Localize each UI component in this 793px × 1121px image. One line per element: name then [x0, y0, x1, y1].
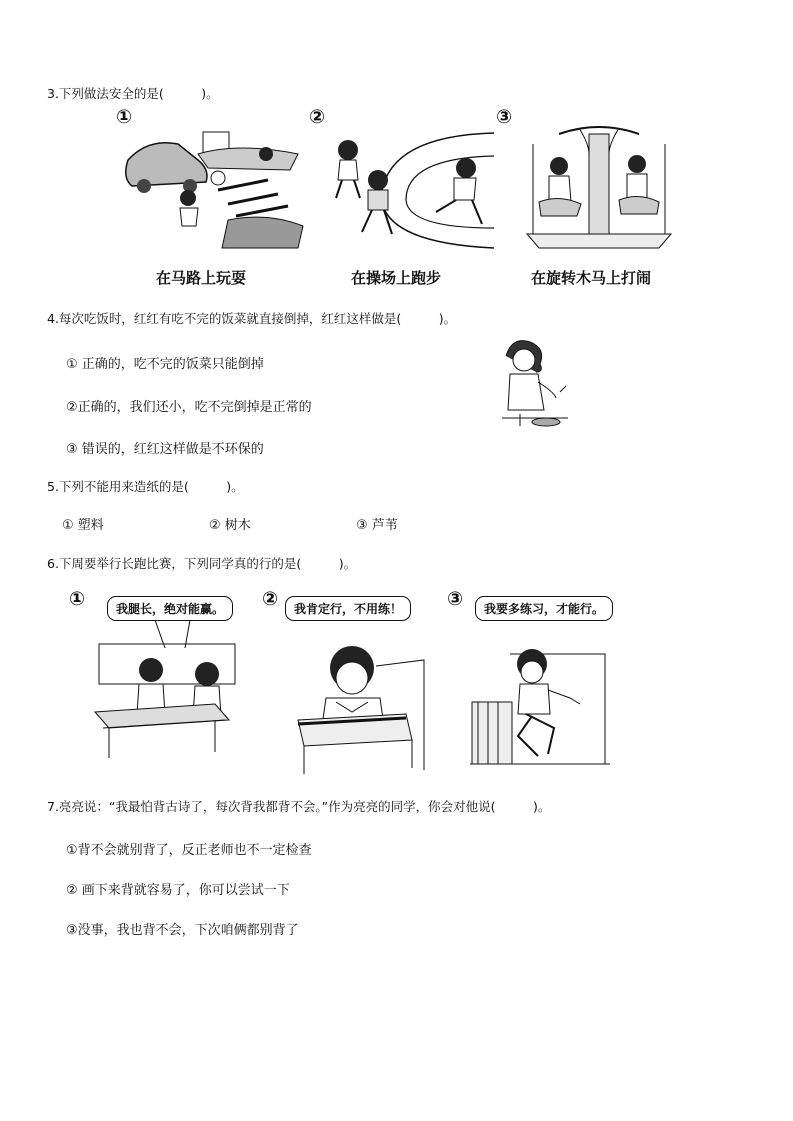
q5-option-3: ③ 芦苇: [356, 518, 398, 533]
q4-option-1: ① 正确的，吃不完的饭菜只能倒掉: [66, 357, 264, 372]
q6-speech-bubble-3: 我要多练习，才能行。: [475, 596, 613, 621]
q4-option-3: ③ 错误的，红红这样做是不环保的: [66, 442, 264, 457]
q3-image-road: [118, 130, 303, 255]
q3-marker-2: ②: [309, 106, 326, 128]
q4-option-2: ②正确的，我们还小，吃不完倒掉是正常的: [66, 400, 312, 415]
question-6-stem: 6.下周要举行长跑比赛，下列同学真的行的是( )。: [47, 556, 357, 571]
q6-image-boy-running: [470, 644, 615, 769]
q7-option-2: ② 画下来背就容易了，你可以尝试一下: [66, 883, 290, 898]
q3-caption-3: 在旋转木马上打闹: [531, 269, 652, 287]
q6-speech-bubble-1: 我腿长，绝对能赢。: [107, 596, 233, 621]
q7-option-3: ③没事，我也背不会，下次咱俩都别背了: [66, 923, 299, 938]
q6-marker-3: ③: [447, 588, 464, 610]
q6-speech-bubble-2: 我肯定行，不用练！: [285, 596, 411, 621]
q5-option-1: ① 塑料: [62, 518, 104, 533]
q5-option-2: ② 树木: [209, 518, 251, 533]
q3-image-track: [326, 128, 496, 253]
question-4-stem: 4.每次吃饭时，红红有吃不完的饭菜就直接倒掉，红红这样做是( )。: [47, 311, 457, 326]
question-7-stem: 7.亮亮说：“我最怕背古诗了，每次背我都背不会。”作为亮亮的同学，你会对他说( )。: [47, 799, 551, 814]
q6-image-boys-at-desk: [95, 620, 240, 760]
q6-image-boy-confident: [296, 640, 426, 775]
q3-marker-1: ①: [116, 106, 133, 128]
q3-marker-3: ③: [496, 106, 513, 128]
q6-marker-1: ①: [69, 588, 86, 610]
question-3-stem: 3.下列做法安全的是( )。: [47, 86, 219, 101]
q3-image-carousel: [519, 124, 679, 254]
q4-image-girl-eating: [500, 338, 570, 430]
q7-option-1: ①背不会就别背了，反正老师也不一定检查: [66, 843, 312, 858]
q6-marker-2: ②: [262, 588, 279, 610]
question-5-stem: 5.下列不能用来造纸的是( )。: [47, 479, 244, 494]
q3-caption-1: 在马路上玩耍: [156, 269, 247, 287]
q3-caption-2: 在操场上跑步: [351, 269, 442, 287]
